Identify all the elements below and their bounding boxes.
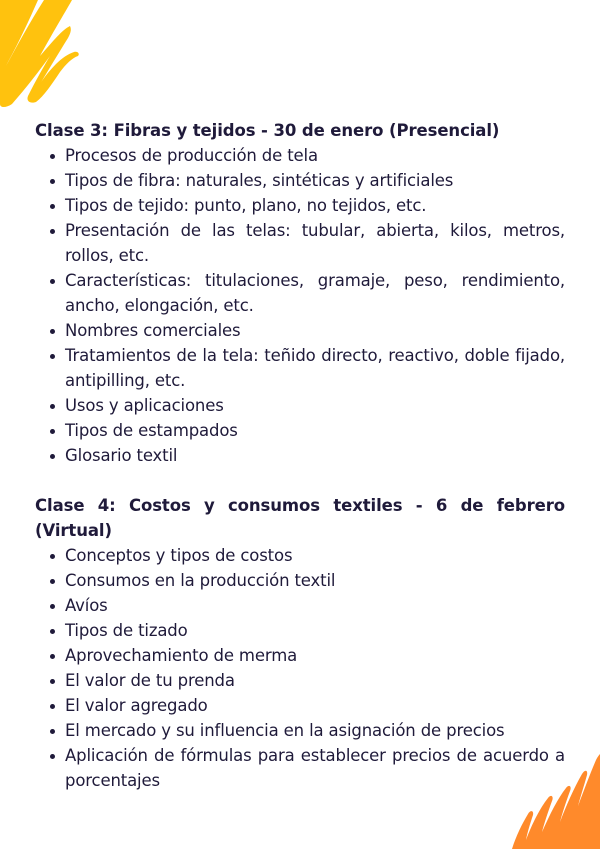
list-item: El valor de tu prenda <box>48 668 565 693</box>
list-item: El valor agregado <box>48 693 565 718</box>
list-item: Aprovechamiento de merma <box>48 643 565 668</box>
list-item: Tipos de tejido: punto, plano, no tejidos, etc. <box>48 193 565 218</box>
list-item: Nombres comerciales <box>48 318 565 343</box>
list-item: Glosario textil <box>48 443 565 468</box>
list-item: Aplicación de fórmulas para establecer precios de acuerdo a porcentajes <box>48 743 565 793</box>
topic-list-clase-4 <box>35 543 565 793</box>
list-item: Tipos de estampados <box>48 418 565 443</box>
list-item: Avíos <box>48 593 565 618</box>
section-title-clase-4: Clase 4: Costos y consumos textiles - 6 de febrero (Virtual) <box>35 496 565 540</box>
topic-list-clase-3 <box>35 143 565 468</box>
yellow-brush-stroke-icon <box>0 0 90 110</box>
list-item: Conceptos y tipos de costos <box>48 543 565 568</box>
list-item: Características: titulaciones, gramaje, peso, rendimiento, ancho, elongación, etc. <box>48 268 565 318</box>
list-item: Tipos de tizado <box>48 618 565 643</box>
list-item: Presentación de las telas: tubular, abierta, kilos, metros, rollos, etc. <box>48 218 565 268</box>
course-content <box>35 118 565 793</box>
list-item: Consumos en la producción textil <box>48 568 565 593</box>
list-item: Usos y aplicaciones <box>48 393 565 418</box>
section-title-clase-3: Clase 3: Fibras y tejidos - 30 de enero (Presencial) <box>35 121 500 140</box>
list-item: El mercado y su influencia en la asignación de precios <box>48 718 565 743</box>
list-item: Tratamientos de la tela: teñido directo, reactivo, doble fijado, antipilling, etc. <box>48 343 565 393</box>
section-spacer <box>35 468 565 493</box>
list-item: Procesos de producción de tela <box>48 143 565 168</box>
list-item: Tipos de fibra: naturales, sintéticas y artificiales <box>48 168 565 193</box>
